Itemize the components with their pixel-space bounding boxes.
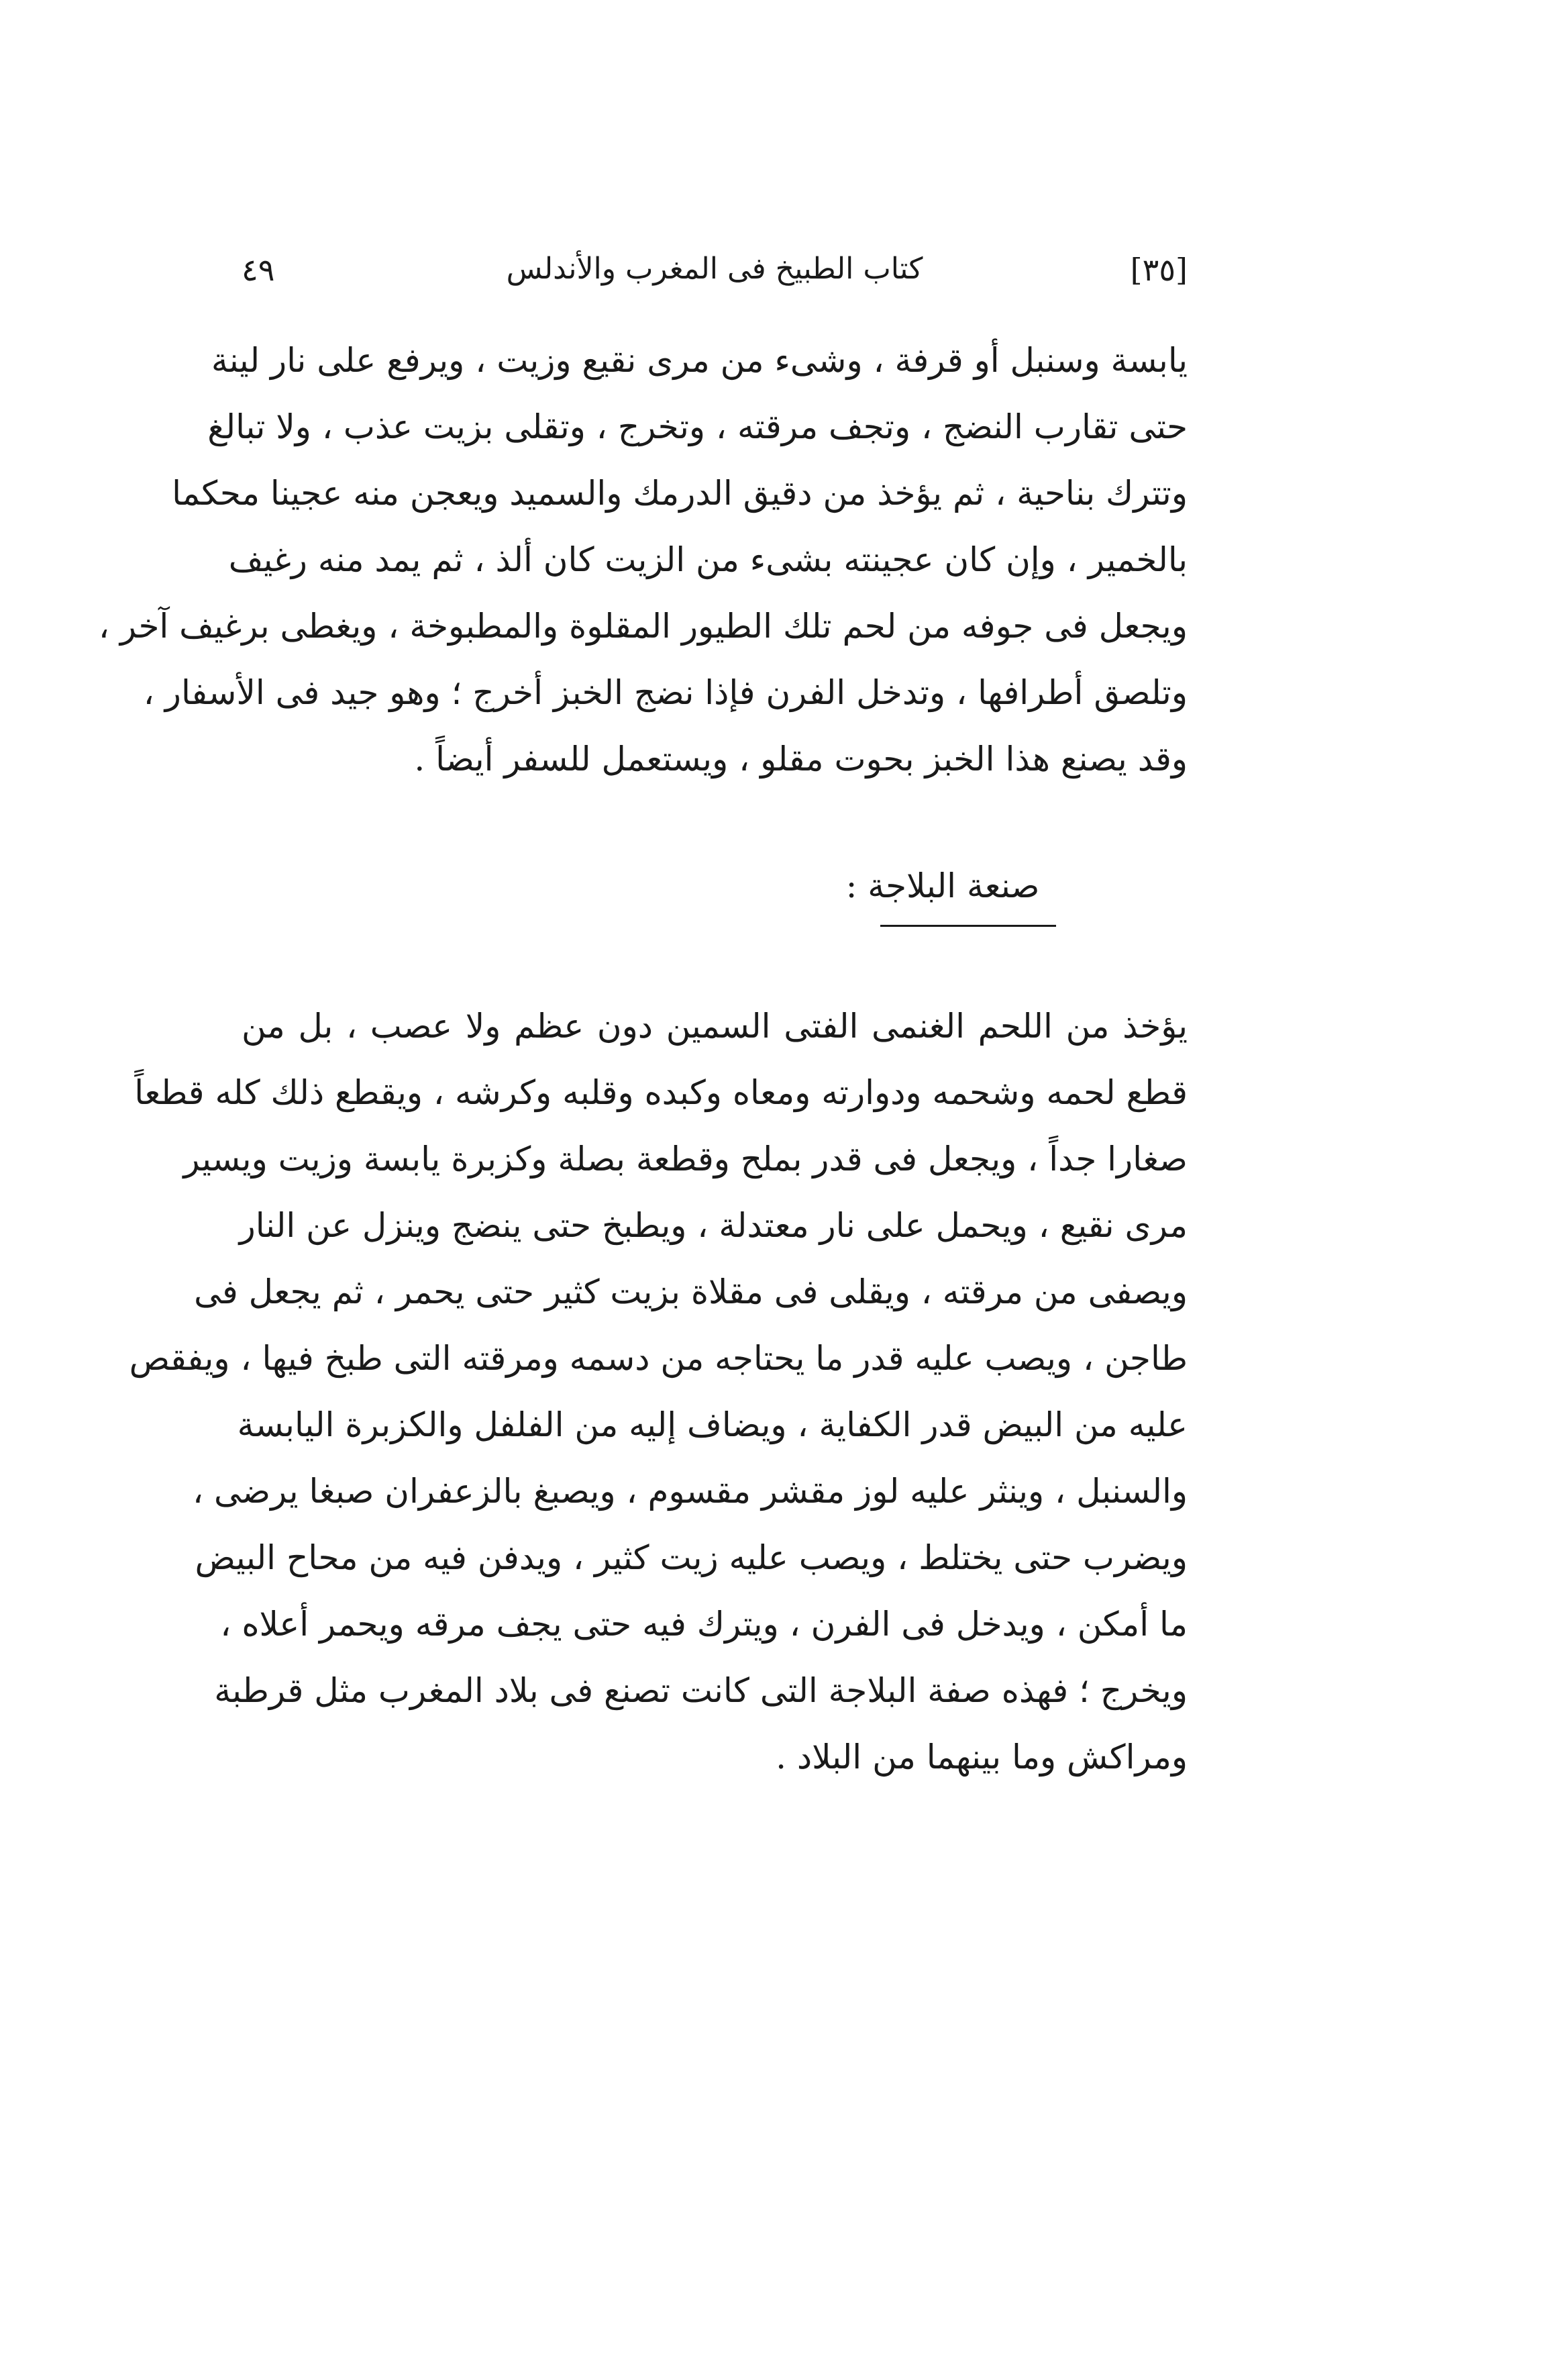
recipe-paragraph [129, 993, 1188, 1791]
page-header [242, 252, 1188, 305]
text-line: حتى تقارب النضج ، وتجف مرقته ، وتخرج ، وتقلى بزيت عذب ، ولا تبالغ [207, 407, 1188, 446]
text-line: ويضرب حتى يختلط ، ويصب عليه زيت كثير ، ويدفن فيه من محاح البيض [195, 1538, 1188, 1577]
text-line: وتترك بناحية ، ثم يؤخذ من دقيق الدرمك والسميد ويعجن منه عجينا محكما [172, 474, 1188, 513]
text-line: طاجن ، ويصب عليه قدر ما يحتاجه من دسمه ومرقته التى طبخ فيها ، ويفقص [129, 1339, 1188, 1378]
text-line: قطع لحمه وشحمه ودوارته ومعاه وكبده وقلبه وكرشه ، ويقطع ذلك كله قطعاً [134, 1073, 1188, 1112]
text-line: ما أمكن ، ويدخل فى الفرن ، ويترك فيه حتى يجف مرقه ويحمر أعلاه ، [220, 1605, 1188, 1644]
section-number: [٣٥] [1130, 252, 1188, 288]
text-line: يابسة وسنبل أو قرفة ، وشىء من مرى نقيع وزيت ، ويرفع على نار لينة [211, 341, 1188, 380]
text-line: وتلصق أطرافها ، وتدخل الفرن فإذا نضج الخبز أخرج ؛ وهو جيد فى الأسفار ، [143, 673, 1188, 712]
text-line: ويصفى من مرقته ، ويقلى فى مقلاة بزيت كثير حتى يحمر ، ثم يجعل فى [194, 1272, 1188, 1311]
text-line: مرى نقيع ، ويحمل على نار معتدلة ، ويطبخ حتى ينضج وينزل عن النار [239, 1206, 1188, 1245]
text-line: عليه من البيض قدر الكفاية ، ويضاف إليه من الفلفل والكزبرة اليابسة [237, 1405, 1188, 1444]
text-line: والسنبل ، وينثر عليه لوز مقشر مقسوم ، ويصبغ بالزعفران صبغا يرضى ، [192, 1472, 1188, 1511]
page-number: ٤٩ [242, 252, 275, 288]
paragraph-continuation [98, 328, 1188, 793]
heading-underline [880, 925, 1056, 927]
section-heading: صنعة البلاجة : [845, 866, 1040, 905]
text-line: ويخرج ؛ فهذه صفة البلاجة التى كانت تصنع فى بلاد المغرب مثل قرطبة [214, 1671, 1188, 1710]
text-line: صغارا جداً ، ويجعل فى قدر بملح وقطعة بصلة وكزبرة يابسة وزيت ويسير [183, 1140, 1188, 1179]
running-title: كتاب الطبيخ فى المغرب والأندلس [506, 252, 923, 286]
text-line: ويجعل فى جوفه من لحم تلك الطيور المقلوة والمطبوخة ، ويغطى برغيف آخر ، [98, 607, 1188, 646]
text-line: بالخمير ، وإن كان عجينته بشىء من الزيت كان ألذ ، ثم يمد منه رغيف [228, 540, 1188, 579]
text-line: يؤخذ من اللحم الغنمى الفتى السمين دون عظم ولا عصب ، بل من [242, 1007, 1188, 1046]
text-line: ومراكش وما بينهما من البلاد . [776, 1738, 1188, 1776]
text-line: وقد يصنع هذا الخبز بحوت مقلو ، ويستعمل للسفر أيضاً . [414, 740, 1188, 779]
